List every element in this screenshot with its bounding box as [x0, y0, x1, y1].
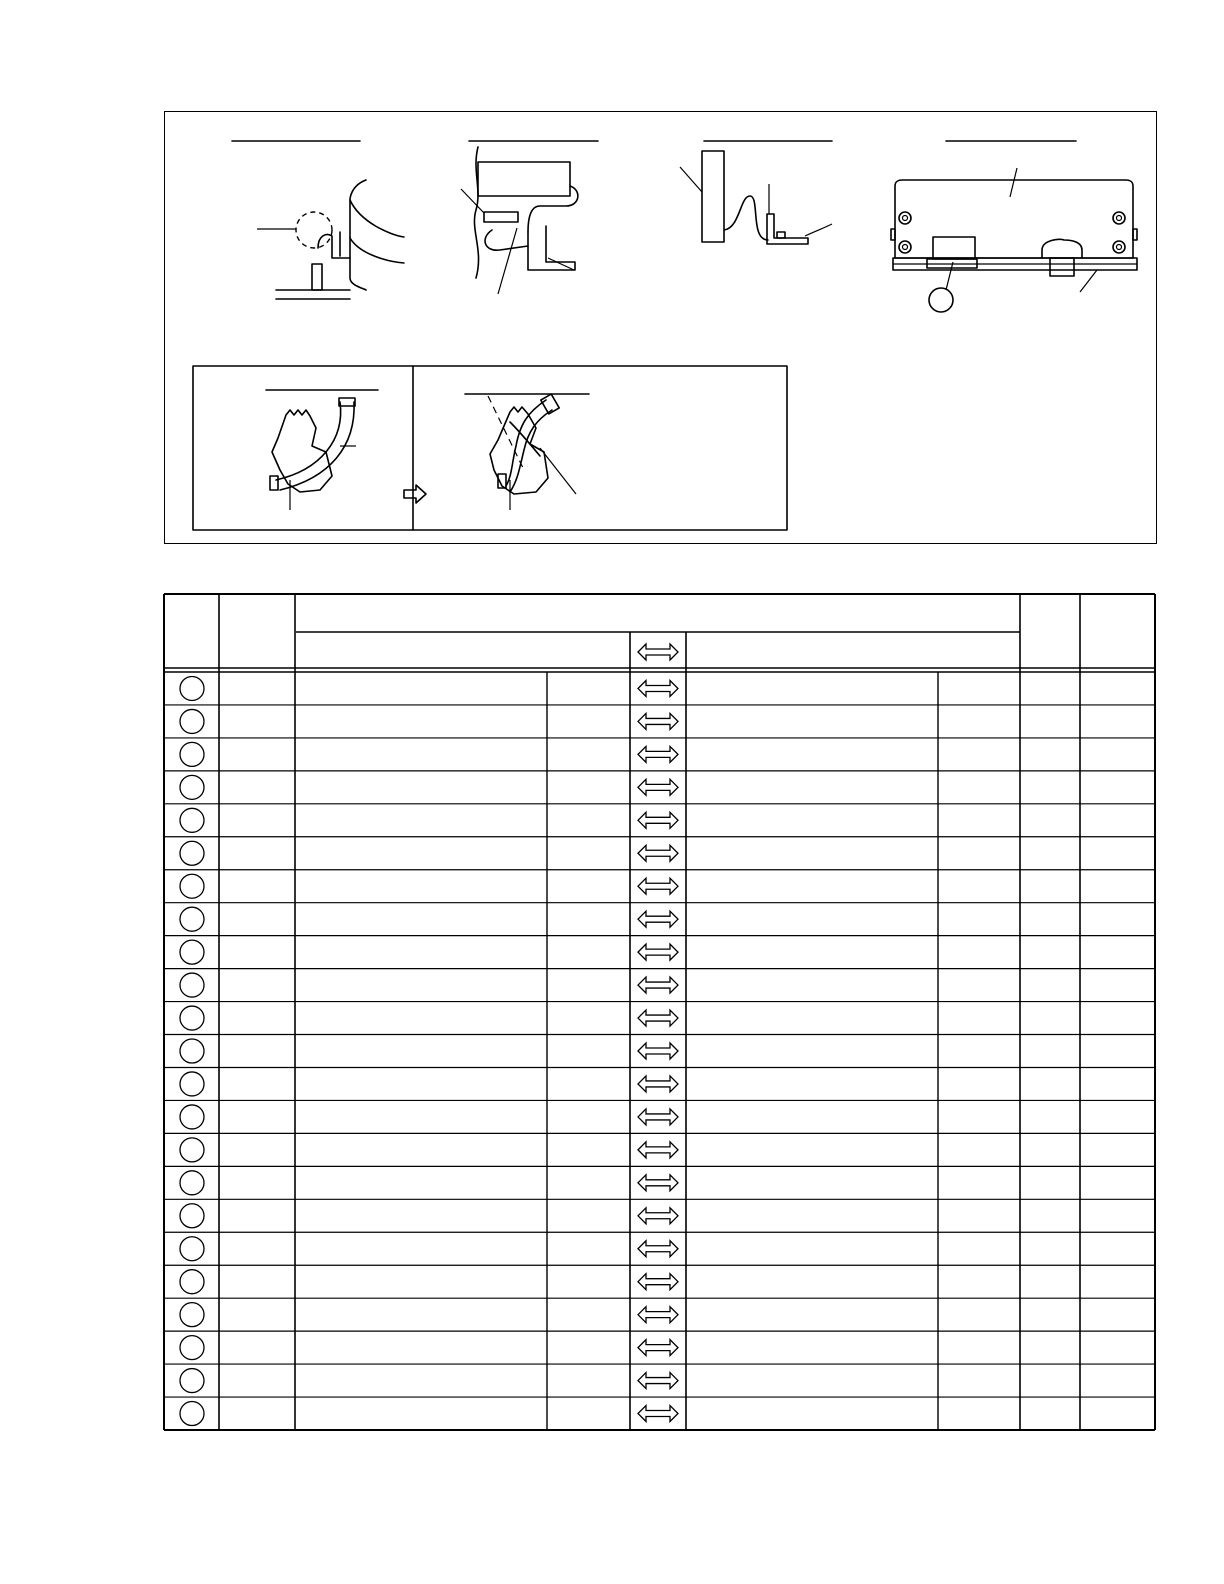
- double-arrow-icon: [638, 845, 678, 861]
- row-number-circle: [180, 973, 204, 997]
- double-arrow-icon: [638, 1175, 678, 1191]
- row-number-circle: [180, 1369, 204, 1393]
- double-arrow-icon: [638, 911, 678, 927]
- double-arrow-icon: [638, 977, 678, 993]
- row-number-circle: [180, 1171, 204, 1195]
- row-number-circle: [180, 1336, 204, 1360]
- double-arrow-icon: [638, 713, 678, 729]
- row-number-circle: [180, 1105, 204, 1129]
- row-number-circle: [180, 1237, 204, 1261]
- row-number-circle: [180, 1204, 204, 1228]
- double-arrow-icon: [638, 1142, 678, 1158]
- row-number-circle: [180, 874, 204, 898]
- double-arrow-icon: [638, 1076, 678, 1092]
- double-arrow-icon: [638, 812, 678, 828]
- double-arrow-icon: [638, 746, 678, 762]
- row-number-circle: [180, 1072, 204, 1096]
- double-arrow-icon: [638, 1208, 678, 1224]
- double-arrow-icon: [638, 1274, 678, 1290]
- double-arrow-icon: [638, 644, 678, 660]
- double-arrow-icon: [638, 1010, 678, 1026]
- double-arrow-icon: [638, 1241, 678, 1257]
- row-number-circle: [180, 808, 204, 832]
- double-arrow-icon: [638, 1307, 678, 1323]
- row-number-circle: [180, 907, 204, 931]
- double-arrow-icon: [638, 1109, 678, 1125]
- row-number-circle: [180, 1039, 204, 1063]
- double-arrow-icon: [638, 779, 678, 795]
- double-arrow-icon: [638, 878, 678, 894]
- row-number-circle: [180, 841, 204, 865]
- row-number-circle: [180, 1402, 204, 1426]
- double-arrow-icon: [638, 1406, 678, 1422]
- row-number-circle: [180, 940, 204, 964]
- row-number-circle: [180, 1138, 204, 1162]
- row-number-circle: [180, 1006, 204, 1030]
- double-arrow-icon: [638, 1340, 678, 1356]
- row-number-circle: [180, 1303, 204, 1327]
- double-arrow-icon: [638, 944, 678, 960]
- double-arrow-icon: [638, 680, 678, 696]
- row-number-circle: [180, 742, 204, 766]
- double-arrow-icon: [638, 1043, 678, 1059]
- row-number-circle: [180, 1270, 204, 1294]
- row-number-circle: [180, 775, 204, 799]
- row-number-circle: [180, 676, 204, 700]
- double-arrow-icon: [638, 1373, 678, 1389]
- row-number-circle: [180, 709, 204, 733]
